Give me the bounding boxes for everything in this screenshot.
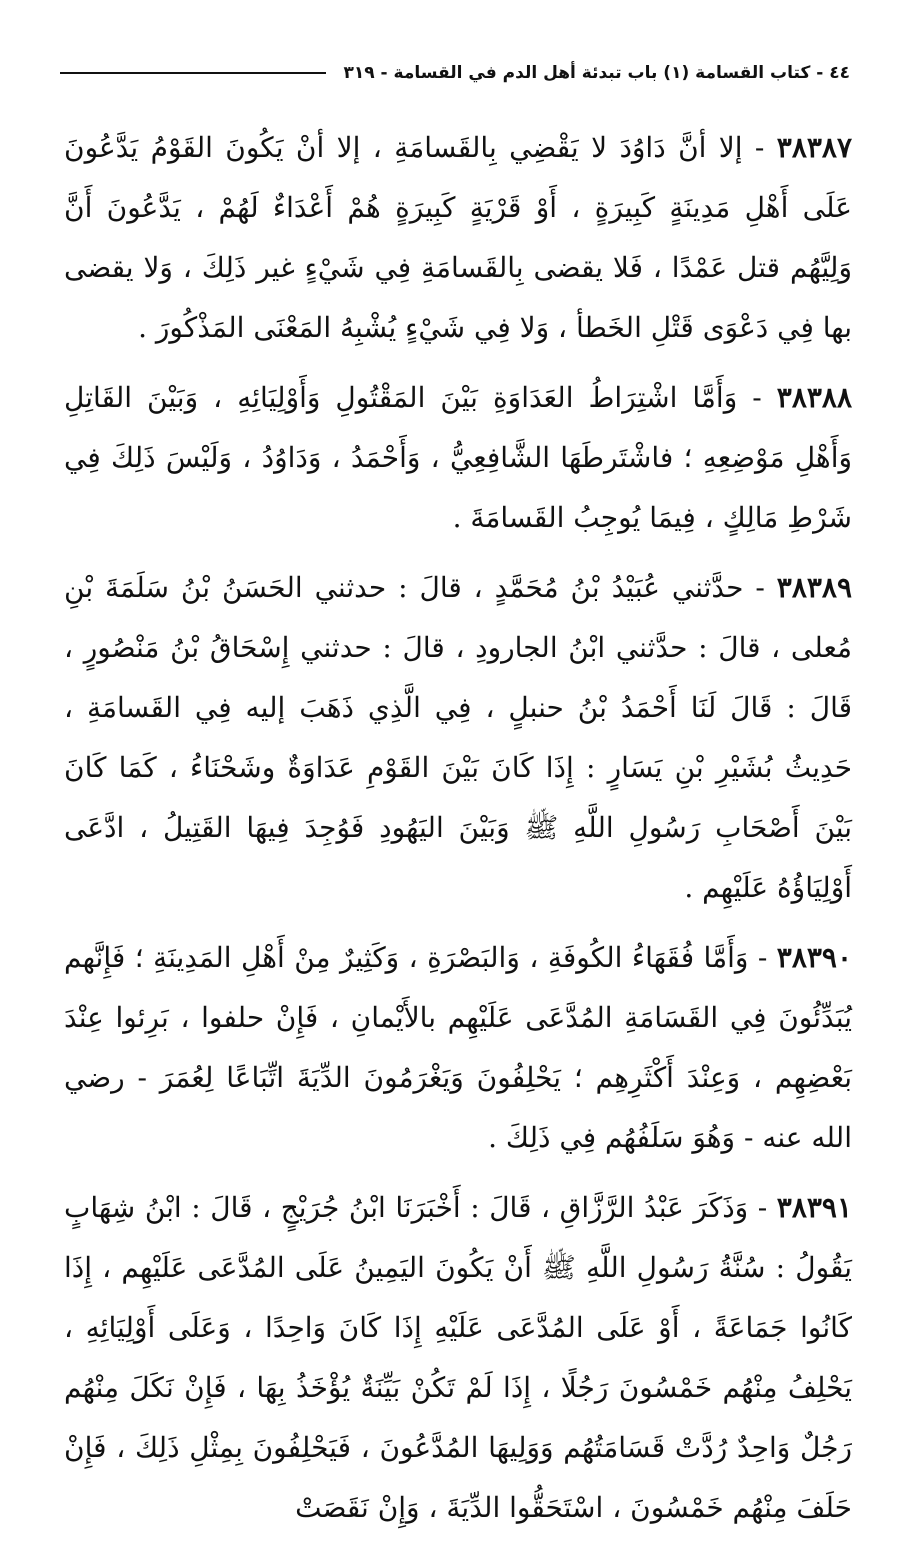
number-dash: -	[737, 381, 762, 414]
paragraph-text: وَذَكَرَ عَبْدُ الرَّزَّاقِ ، قَالَ : أَخْبَرَنَا ابْنُ جُرَيْجٍ ، قَالَ : ابْنُ شِهَابٍ يَقُولُ : سُنَّةُ رَسُولِ اللَّهِ ﷺ أَنْ يَكُونَ اليَمِينُ عَلَى المُدَّعَى عَلَيْهِم ، إِذَا كَانُوا جَمَاعَةً ، أَوْ عَلَى المُدَّعَى عَلَيْهِ إِذَا كَانَ وَاحِدًا ، وَعَلَى أَوْلِيَائِهِ ، يَحْلِفُ مِنْهُم خَمْسُونَ رَجُلًا ، إِذَا لَمْ تَكُنْ بَيِّنَةٌ يُؤْخَذُ بِهَا ، فَإِنْ نَكَلَ مِنْهُم رَجُلٌ وَاحِدٌ رُدَّتْ قَسَامَتُهُم وَوَلِيهَا المُدَّعُونَ ، فَيَحْلِفُونَ بِمِثْلِ ذَلِكَ ، فَإِنْ حَلَفَ مِنْهُم خَمْسُونَ ، اسْتَحَقُّوا الدِّيَةَ ، وَإِنْ نَقَصَتْ	[64, 1191, 852, 1524]
paragraph-number: ٣٨٣٨٧	[776, 131, 852, 164]
number-dash: -	[743, 571, 765, 604]
paragraph-38390	[64, 928, 852, 1168]
paragraph-text: وَأَمَّا فُقَهَاءُ الكُوفَةِ ، وَالبَصْرَةِ ، وَكَثِيرٌ مِنْ أَهْلِ المَدِينَةِ ؛ فَإِنَّهم يُبَدِّئُونَ فِي القَسَامَةِ المُدَّعَى عَلَيْهِم بالأَيْمانِ ، فَإِنْ حلفوا ، بَرِئوا عِنْدَ بَعْضِهِم ، وَعِنْدَ أَكْثَرِهِم ؛ يَحْلِفُونَ وَيَغْرَمُونَ الدِّيَةَ اتِّبَاعًا لِعُمَرَ - رضي الله عنه - وَهُوَ سَلَفُهُم فِي ذَلِكَ .	[64, 941, 852, 1154]
number-dash: -	[748, 941, 768, 974]
paragraph-text: وَأَمَّا اشْتِرَاطُ العَدَاوَةِ بَيْنَ المَقْتُولِ وَأَوْلِيَائِهِ ، وَبَيْنَ القَاتِلِ وَأَهْلِ مَوْضِعِهِ ؛ فاشْتَرطَهَا الشَّافِعِيُّ ، وَأَحْمَدُ ، وَدَاوُدُ ، وَلَيْسَ ذَلِكَ فِي شَرْطِ مَالِكٍ ، فِيمَا يُوجِبُ القَسامَةَ .	[64, 381, 852, 534]
paragraph-number: ٣٨٣٨٨	[776, 381, 852, 414]
number-dash: -	[748, 1191, 768, 1224]
paragraph-text: حدَّثني عُبَيْدُ بْنُ مُحَمَّدٍ ، قالَ : حدثني الحَسَنُ بْنُ سَلَمَةَ بْنِ مُعلى ، قالَ : حدَّثني ابْنُ الجارودِ ، قالَ : حدثني إِسْحَاقُ بْنُ مَنْصُورٍ ، قَالَ : قَالَ لَنَا أَحْمَدُ بْنُ حنبلٍ ، فِي الَّذِي ذَهَبَ إليه فِي القَسامَةِ ، حَدِيثُ بُشَيْرِ بْنِ يَسَارٍ : إِذَا كَانَ بَيْنَ القَوْمِ عَدَاوَةٌ وشَحْنَاءُ ، كَمَا كَانَ بَيْنَ أَصْحَابِ رَسُولِ اللَّهِ ﷺ وَبَيْنَ اليَهُودِ فَوُجِدَ فِيهَا القَتِيلُ ، ادَّعَى أَوْلِيَاؤُهُ عَلَيْهِم .	[64, 571, 852, 904]
running-header	[60, 58, 850, 88]
paragraph-number: ٣٨٣٩٠	[776, 941, 852, 974]
header-rule	[60, 72, 326, 74]
paragraph-text: إلا أنَّ دَاوُدَ لا يَقْضِي بِالقَسامَةِ ، إلا أنْ يَكُونَ القَوْمُ يَدَّعُونَ عَلَى أَهْلِ مَدِينَةٍ كَبِيرَةٍ ، أَوْ قَرْيَةٍ كَبِيرَةٍ هُمْ أَعْدَاءٌ لَهُمْ ، يَدَّعُونَ أَنَّ وَلِيَّهُم قتل عَمْدًا ، فَلا يقضى بِالقَسامَةِ فِي شَيْءٍ غير ذَلِكَ ، وَلا يقضى بها فِي دَعْوَى قَتْلِ الخَطأ ، وَلا فِي شَيْءٍ يُشْبِهُ المَعْنَى المَذْكُورَ .	[64, 131, 852, 344]
paragraph-number: ٣٨٣٩١	[776, 1191, 852, 1224]
paragraph-38388	[64, 368, 852, 548]
paragraph-number: ٣٨٣٨٩	[776, 571, 852, 604]
number-dash: -	[742, 131, 765, 164]
paragraph-38387	[64, 118, 852, 358]
paragraph-38391	[64, 1178, 852, 1538]
paragraph-38389	[64, 558, 852, 918]
running-header-title: ٤٤ - كتاب القسامة (١) باب تبدئة أهل الدم في القسامة - ٣١٩	[343, 63, 850, 83]
page-body	[64, 118, 852, 1548]
